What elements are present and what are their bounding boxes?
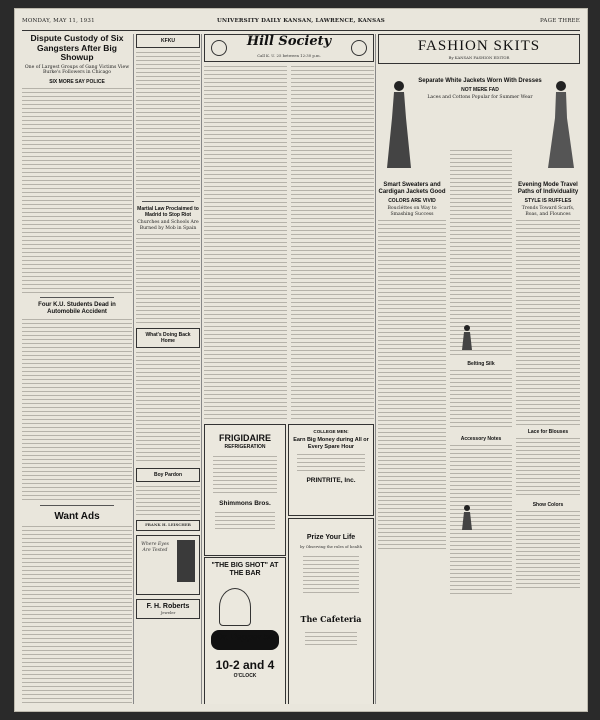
subhead-show-colors: Show Colors xyxy=(532,502,564,509)
subhead-colors: COLORS ARE VIVID xyxy=(388,198,436,204)
society-text-right xyxy=(291,66,374,421)
subhead-accessory: Accessory Notes xyxy=(460,436,502,442)
deck-martial-law: Churches and Schools Are Burned by Mob in Spain xyxy=(137,220,199,231)
divider xyxy=(40,297,114,298)
society-text-left xyxy=(204,66,287,421)
headline-gangsters: Dispute Custody of Six Gangsters After Big Showup xyxy=(30,34,124,62)
column-3 xyxy=(204,34,374,704)
fashion-skits-banner xyxy=(378,34,580,64)
kfku-heading: KFKU xyxy=(161,38,175,44)
frigidaire-title: FRIGIDAIRE xyxy=(218,433,271,443)
evening-article xyxy=(516,182,580,591)
divider xyxy=(142,201,194,202)
leischer-name: FRANK H. LEISCHER xyxy=(145,522,191,528)
fashion-figure xyxy=(384,78,414,173)
prize-title: Prize Your Life xyxy=(306,534,356,541)
eye-exam-ad xyxy=(136,535,200,595)
fashion-figure xyxy=(546,78,576,173)
college-men-text xyxy=(297,454,365,474)
roberts-sub: Jeweler xyxy=(160,609,176,615)
headline-separate-jackets: Separate White Jackets Worn With Dresses xyxy=(418,78,542,84)
want-ads-heading: Want Ads xyxy=(54,510,100,522)
column-4 xyxy=(378,34,580,704)
college-men-ad xyxy=(288,424,374,516)
headline-students-dead: Four K.U. Students Dead in Automobile Accident xyxy=(38,301,116,315)
subhead-police: SIX MORE SAY POLICE xyxy=(49,78,105,85)
shimmons-name: Shimmons Bros. xyxy=(219,500,271,507)
cafeteria-text xyxy=(305,632,357,648)
article-text xyxy=(22,88,132,293)
college-men-body: Earn Big Money during All or Every Spare Hour xyxy=(293,437,369,451)
article-text xyxy=(136,234,200,324)
big-shot-ad xyxy=(204,557,286,704)
column-1 xyxy=(22,34,132,704)
column-2 xyxy=(136,34,200,704)
subhead-lace: Lace for Blouses xyxy=(527,429,569,436)
prize-sub: by Observing the rules of health xyxy=(299,544,363,549)
eye-exam-text: Where Eyes Are Tested xyxy=(141,541,169,553)
hill-society-banner xyxy=(204,34,374,62)
fashion-figure xyxy=(460,504,474,532)
big-shot-title: "THE BIG SHOT" AT THE BAR xyxy=(211,562,279,577)
boy-pardon-box xyxy=(136,468,200,482)
kfku-box xyxy=(136,34,200,48)
article-text xyxy=(22,319,132,501)
shimmons-text xyxy=(215,512,275,530)
subhead-style: STYLE IS RUFFLES xyxy=(524,198,572,204)
roberts-name: F. H. Roberts xyxy=(146,602,190,610)
deck-gangsters: One of Largest Groups of Gang Victims View Burke's Followers in Chicago xyxy=(24,64,130,76)
article-text xyxy=(516,438,580,498)
clock-times: 10-2 and 4 xyxy=(215,658,275,672)
sweaters-article xyxy=(378,182,446,550)
deck-laces: Laces and Cottons Popular for Summer Wear xyxy=(427,95,533,100)
frigidaire-ad xyxy=(204,424,286,556)
want-ads-text xyxy=(22,526,132,704)
man-illustration xyxy=(219,588,251,626)
issue-date: MONDAY, MAY 11, 1931 xyxy=(22,18,95,24)
page-number: PAGE THREE xyxy=(540,18,580,24)
whats-doing-heading: What's Doing Back Home xyxy=(145,332,191,345)
printrite-name: PRINTRITE, Inc. xyxy=(306,477,356,485)
frigidaire-sub: REFRIGERATION xyxy=(224,444,266,450)
headline-evening-mode: Evening Mode Travel Paths of Individuality xyxy=(517,182,579,195)
college-men-title: COLLEGE MEN: xyxy=(313,429,349,434)
subhead-not-fad: NOT MERE FAD xyxy=(461,87,499,93)
page-header xyxy=(22,18,580,28)
clock-sub: O'CLOCK xyxy=(233,673,257,679)
fashion-skits-byline: By KANSAN FASHION EDITOR xyxy=(448,55,510,60)
divider xyxy=(40,505,114,506)
cafeteria-name: The Cafeteria xyxy=(300,613,362,624)
fashion-figure xyxy=(460,324,474,352)
leischer-ad xyxy=(136,520,200,531)
cafeteria-ad xyxy=(288,518,374,704)
article-text xyxy=(516,511,580,591)
fashion-skits-title: FASHION SKITS xyxy=(417,38,541,54)
hill-society-title: Hill Society xyxy=(246,34,332,49)
dr-pepper-price: 5¢ xyxy=(263,632,274,642)
article-text xyxy=(450,370,512,430)
headline-sweaters: Smart Sweaters and Cardigan Jackets Good xyxy=(378,182,446,195)
article-text xyxy=(136,352,200,464)
headline-martial-law: Martial Law Proclaimed to Madrid to Stop Riot xyxy=(137,206,199,218)
article-text xyxy=(136,486,200,516)
frigidaire-text xyxy=(213,456,277,494)
hill-society-sub: Call K. U. 25 between 12:30 p.m. xyxy=(257,53,321,58)
roberts-ad xyxy=(136,599,200,620)
article-text xyxy=(378,220,446,550)
separate-jackets-article xyxy=(418,78,542,104)
deck-bouclettes: Boucléttes on Way to Smashing Success xyxy=(387,206,437,217)
eyeglasses-illustration xyxy=(177,540,195,582)
masthead-title: UNIVERSITY DAILY KANSAN, LAWRENCE, KANSAS xyxy=(217,18,385,24)
subhead-belting-silk: Belting Silk xyxy=(467,361,495,367)
column-rule xyxy=(201,34,202,704)
prize-text xyxy=(303,556,359,596)
kfku-text xyxy=(136,52,200,197)
deck-trends: Trends Toward Scarfs, Boas, and Flounces xyxy=(521,206,575,217)
newspaper-page xyxy=(14,8,588,712)
article-text xyxy=(516,220,580,425)
column-rule xyxy=(375,34,376,704)
boy-pardon-heading: Boy Pardon xyxy=(153,472,183,479)
dr-pepper-text: Dr. Pepper xyxy=(216,632,262,642)
dr-pepper-logo xyxy=(211,630,279,650)
header-rule xyxy=(22,30,580,31)
society-columns xyxy=(204,66,374,421)
column-rule xyxy=(133,34,134,704)
whats-doing-box xyxy=(136,328,200,348)
